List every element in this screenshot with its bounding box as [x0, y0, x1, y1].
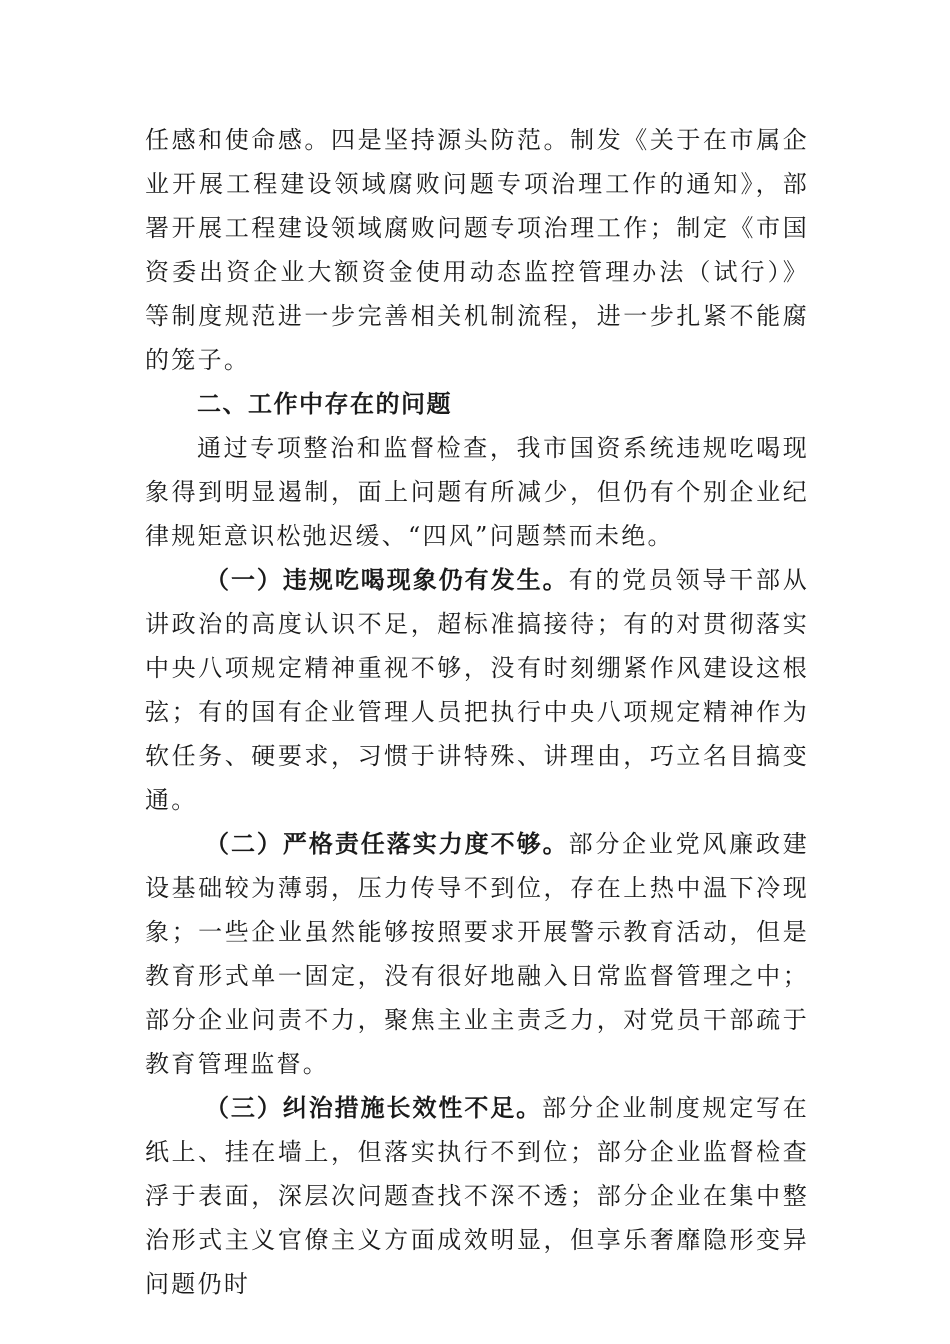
paragraph-issue-1: [145, 558, 809, 822]
issue-2-text: 部分企业党风廉政建设基础较为薄弱，压力传导不到位，存在上热中温下冷现象；一些企业虽然能够按照要求开展警示教育活动，但是教育形式单一固定，没有很好地融入日常监督管理之中；部分企业问责不力，聚焦主业主责乏力，对党员干部疏于教育管理监督。: [145, 830, 810, 1078]
paragraph-intro: 通过专项整治和监督检查，我市国资系统违规吃喝现象得到明显遏制，面上问题有所减少，但仍有个别企业纪律规矩意识松弛迟缓、“四风”问题禁而未绝。: [145, 434, 809, 550]
paragraph-issue-2: [145, 822, 809, 1086]
issue-3-title: （三）纠治措施长效性不足。: [205, 1094, 543, 1122]
paragraph-issue-3: [145, 1086, 809, 1306]
section-heading: 二、工作中存在的问题: [197, 390, 452, 418]
document-body: [145, 118, 809, 1306]
issue-1-title: （一）违规吃喝现象仍有发生。: [205, 566, 569, 594]
issue-1-text: 有的党员领导干部从讲政治的高度认识不足，超标准搞接待；有的对贯彻落实中央八项规定精神重视不够，没有时刻绷紧作风建设这根弦；有的国有企业管理人员把执行中央八项规定精神作为软任务、硬要求，习惯于讲特殊、讲理由，巧立名目搞变通。: [145, 566, 810, 814]
issue-2-title: （二）严格责任落实力度不够。: [205, 830, 569, 858]
paragraph-continuation: 任感和使命感。四是坚持源头防范。制发《关于在市属企业开展工程建设领域腐败问题专项治理工作的通知》，部署开展工程建设领域腐败问题专项治理工作；制定《市国资委出资企业大额资金使用动态监控管理办法（试行）》等制度规范进一步完善相关机制流程，进一步扎紧不能腐的笼子。: [145, 126, 809, 374]
issue-3-text: 部分企业制度规定写在纸上、挂在墙上，但落实执行不到位；部分企业监督检查浮于表面，深层次问题查找不深不透；部分企业在集中整治形式主义官僚主义方面成效明显，但享乐奢靡隐形变异问题仍时: [145, 1094, 810, 1298]
